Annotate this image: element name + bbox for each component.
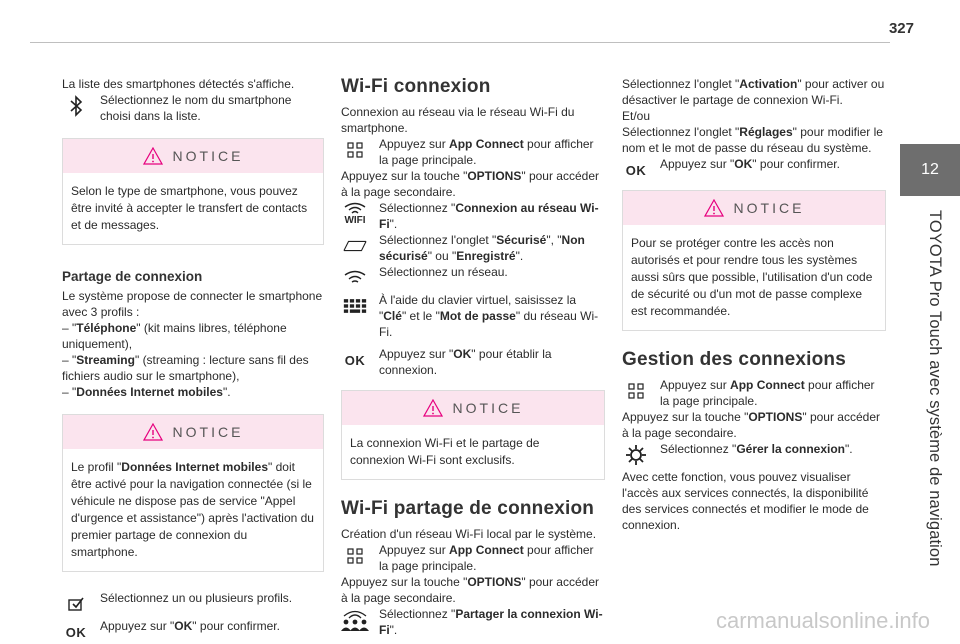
paragraph: Sélectionnez l'onglet "Activation" pour activer ou désactiver le partage de connexion Wi-Fi. <box>622 77 885 107</box>
column-2 <box>341 76 605 638</box>
paragraph: Appuyez sur la touche "OPTIONS" pour accéder à la page secondaire. <box>622 410 880 440</box>
section-title: Wi-Fi partage de connexion <box>341 498 595 519</box>
step-text: Sélectionnez un ou plusieurs profils. <box>100 591 293 605</box>
notice-body: La connexion Wi-Fi et le partage de connexion Wi-Fi sont exclusifs. <box>350 436 540 467</box>
chapter-tab <box>900 144 960 196</box>
section-title: Gestion des connexions <box>622 349 847 370</box>
notice-body: Pour se protéger contre les accès non autorisés et pour rendre tous les systèmes aussi sûrs que possible, l'utilisation d'un code de sécurité ou d'un mot de passe complexe est recommandée. <box>631 236 873 318</box>
notice-header <box>623 191 885 225</box>
step-text: Sélectionnez un réseau. <box>379 265 508 279</box>
footer-watermark: carmanualsonline.info <box>715 608 930 633</box>
ok-icon: OK <box>65 624 87 640</box>
chapter-title: TOYOTA Pro Touch avec système de navigation <box>926 210 944 567</box>
paragraph: Connexion au réseau via le réseau Wi-Fi du smartphone. <box>341 105 575 135</box>
list-item: – "Téléphone" (kit mains libres, téléphone uniquement), <box>62 321 287 351</box>
step-confirm <box>62 618 324 640</box>
wifi-icon <box>343 266 367 290</box>
step-text: Appuyez sur App Connect pour afficher la page principale. <box>379 543 594 573</box>
gear-icon <box>624 443 648 467</box>
section-title: Wi-Fi connexion <box>341 76 491 97</box>
paragraph: Avec cette fonction, vous pouvez visualiser l'accès aux services connectés, la disponibilité des services connectés et modifier le mode de connexion. <box>622 470 869 532</box>
step-app-connect <box>341 136 605 168</box>
step-select-network <box>341 264 605 282</box>
column-1 <box>62 76 324 640</box>
tab-icon <box>343 234 367 258</box>
paragraph: Création d'un réseau Wi-Fi local par le système. <box>341 527 597 541</box>
step-manage <box>622 441 886 459</box>
notice-heading: NOTICE <box>733 200 805 216</box>
notice-box <box>622 190 886 331</box>
ok-icon: OK <box>625 162 647 178</box>
warning-icon <box>423 399 443 417</box>
step-select-phone <box>62 92 324 124</box>
step-select-profiles <box>62 590 324 608</box>
step-keyboard <box>341 292 605 340</box>
section-heading: Partage de connexion <box>62 269 203 284</box>
paragraph: Appuyez sur la touche "OPTIONS" pour accéder à la page secondaire. <box>341 575 599 605</box>
notice-heading: NOTICE <box>172 148 244 164</box>
step-text: Sélectionnez "Gérer la connexion". <box>660 442 853 456</box>
step-confirm <box>622 156 886 178</box>
paragraph: La liste des smartphones détectés s'affiche. <box>62 77 295 91</box>
app-grid-icon <box>624 379 648 403</box>
notice-header <box>63 139 323 173</box>
paragraph: Et/ou <box>622 109 651 123</box>
step-text: Appuyez sur "OK" pour confirmer. <box>660 157 840 171</box>
chapter-number: 12 <box>921 161 939 178</box>
notice-heading: NOTICE <box>452 400 524 416</box>
notice-header <box>63 415 323 449</box>
notice-box <box>341 390 605 480</box>
step-text: Appuyez sur "OK" pour confirmer. <box>100 619 280 633</box>
step-select-wifi <box>341 200 605 232</box>
step-ok <box>341 346 605 378</box>
warning-icon <box>143 423 163 441</box>
paragraph: Le système propose de connecter le smartphone avec 3 profils : <box>62 289 323 319</box>
paragraph: Appuyez sur la touche "OPTIONS" pour accéder à la page secondaire. <box>341 169 599 199</box>
header-rule <box>30 42 890 43</box>
notice-box <box>62 138 324 245</box>
list-item: – "Données Internet mobiles". <box>62 385 231 399</box>
notice-box <box>62 414 324 572</box>
step-text: Appuyez sur App Connect pour afficher la page principale. <box>660 378 875 408</box>
step-select-tab <box>341 232 605 264</box>
notice-heading: NOTICE <box>172 424 244 440</box>
notice-header <box>342 391 604 425</box>
keyboard-icon <box>343 294 367 318</box>
step-text: Sélectionnez l'onglet "Sécurisé", "Non sécurisé" ou "Enregistré". <box>379 233 585 263</box>
warning-icon <box>143 147 163 165</box>
list-item: – "Streaming" (streaming : lecture sans fil des fichiers audio sur le smartphone), <box>62 353 309 383</box>
users-icon <box>343 608 367 632</box>
paragraph: Sélectionnez l'onglet "Réglages" pour modifier le nom et le mot de passe du réseau du système. <box>622 125 883 155</box>
warning-icon <box>704 199 724 217</box>
app-grid-icon <box>343 544 367 568</box>
notice-body: Selon le type de smartphone, vous pouvez être invité à accepter le transfert de contacts et de messages. <box>71 184 308 232</box>
step-text: Appuyez sur App Connect pour afficher la page principale. <box>379 137 594 167</box>
step-share-wifi <box>341 606 605 638</box>
step-text: À l'aide du clavier virtuel, saisissez la "Clé" et le "Mot de passe" du réseau Wi-Fi. <box>379 293 599 339</box>
profile-check-icon <box>64 592 88 616</box>
step-app-connect <box>622 377 886 409</box>
bluetooth-icon <box>64 94 88 118</box>
step-app-connect <box>341 542 605 574</box>
page-number: 327 <box>888 20 914 37</box>
ok-icon: OK <box>344 352 366 368</box>
step-text: Sélectionnez le nom du smartphone choisi dans la liste. <box>100 93 292 123</box>
notice-body: Le profil "Données Internet mobiles" doit être activé pour la navigation connectée (si le véhicule ne dispose pas de service "Appel d'urgence et assistance") après l'activation du premier partage de connexion du smartphone. <box>71 460 314 559</box>
column-3 <box>622 76 886 533</box>
step-text: Sélectionnez "Connexion au réseau Wi-Fi". <box>379 201 599 231</box>
step-text: Appuyez sur "OK" pour établir la connexion. <box>379 347 552 377</box>
step-text: Sélectionnez "Partager la connexion Wi-Fi". <box>379 607 603 637</box>
wifi-icon: WIFI <box>343 202 367 226</box>
app-grid-icon <box>343 138 367 162</box>
